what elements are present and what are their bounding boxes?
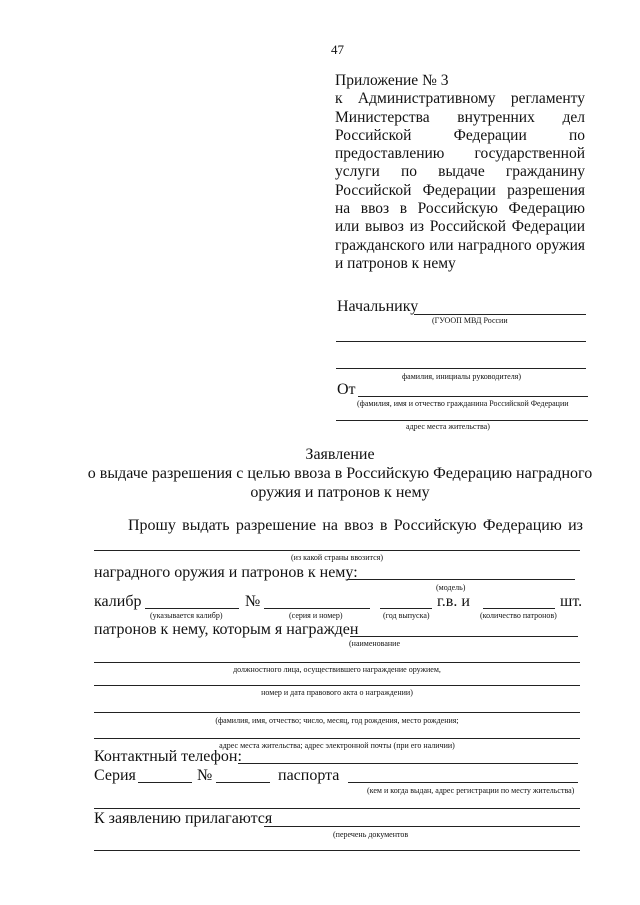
country-field-line[interactable]	[94, 550, 580, 551]
issued-field-line[interactable]	[348, 782, 578, 783]
passport-no-label: №	[197, 767, 213, 784]
serial-field-line[interactable]	[264, 608, 370, 609]
attached-label: К заявлению прилагаются	[94, 810, 273, 827]
award-name-field-line[interactable]	[350, 636, 578, 637]
series-label: Серия	[94, 767, 136, 784]
person-hint: (фамилия, имя, отчество; число, месяц, год рождения, место рождения;	[215, 716, 459, 725]
person-field-line[interactable]	[94, 712, 580, 713]
address-hint: адрес места жительства)	[406, 422, 490, 431]
contact-field-line[interactable]	[94, 738, 580, 739]
to-label: Начальнику	[337, 298, 419, 315]
head-hint: фамилия, инициалы руководителя)	[402, 372, 522, 381]
model-field-line[interactable]	[347, 579, 575, 580]
series-field-line[interactable]	[138, 782, 192, 783]
act-field-line[interactable]	[94, 685, 580, 686]
country-hint: (из какой страны ввозится)	[291, 553, 383, 562]
line-separator	[336, 341, 586, 342]
documents-extra-line[interactable]	[94, 850, 580, 851]
from-label: От	[337, 381, 356, 398]
appendix-block	[335, 72, 585, 273]
caliber-field-line[interactable]	[145, 608, 239, 609]
count-field-line[interactable]	[483, 608, 555, 609]
request-text: Прошу выдать разрешение на ввоз в Российскую Федерацию из	[128, 517, 583, 534]
docs-hint: (перечень документов	[333, 830, 409, 839]
official-hint: должностного лица, осуществившего награждение оружием,	[233, 665, 441, 674]
statement-subtitle-1: о выдаче разрешения с целью ввоза в Российскую Федерацию наградного	[87, 465, 593, 482]
passport-label: паспорта	[278, 767, 340, 784]
registration-field-line[interactable]	[94, 808, 580, 809]
name-hint: (наименование	[349, 639, 401, 648]
statement-subtitle-2: оружия и патронов к нему	[250, 484, 430, 501]
count-hint: (количество патронов)	[480, 611, 557, 620]
phone-field-line[interactable]	[238, 763, 578, 764]
caliber-hint: (указывается калибр)	[150, 611, 223, 620]
to-hint: (ГУООП МВД России	[432, 316, 508, 325]
from-field-line[interactable]	[358, 396, 588, 397]
page-number: 47	[331, 42, 344, 57]
phone-label: Контактный телефон:	[94, 748, 242, 765]
awarded-label: патронов к нему, которым я награжден	[94, 621, 359, 638]
caliber-label: калибр	[94, 593, 142, 610]
serial-hint: (серия и номер)	[289, 611, 343, 620]
from-hint: (фамилия, имя и отчество гражданина Российской Федерации	[357, 399, 569, 408]
pcs-label: шт.	[560, 593, 583, 610]
address-field-line[interactable]	[336, 420, 588, 421]
passport-no-field-line[interactable]	[216, 782, 270, 783]
appendix-body: к Административному регламенту Министерства внутренних дел Российской Федерации по предоставлению государственной услуги по выдаче гражданину Российской Федерации разрешения на ввоз в Российскую Федерацию или вывоз из Российской Федерации гражданского или наградного оружия и патронов к нему	[335, 90, 585, 272]
to-field-line[interactable]	[414, 314, 586, 315]
head-field-line[interactable]	[336, 368, 586, 369]
year-label: г.в. и	[437, 593, 470, 610]
official-field-line[interactable]	[94, 662, 580, 663]
year-field-line[interactable]	[380, 608, 432, 609]
weapon-label: наградного оружия и патронов к нему:	[94, 564, 358, 581]
appendix-title: Приложение № 3	[335, 72, 449, 89]
documents-field-line[interactable]	[264, 826, 580, 827]
issued-hint: (кем и когда выдан, адрес регистрации по месту жительства)	[367, 786, 575, 795]
contact-hint: адрес места жительства; адрес электронной почты (при его наличии)	[219, 741, 455, 750]
act-hint: номер и дата правового акта о награждении)	[261, 688, 413, 697]
no-label: №	[245, 593, 261, 610]
model-hint: (модель)	[436, 583, 466, 592]
year-hint: (год выпуска)	[383, 611, 430, 620]
statement-title: Заявление	[305, 446, 375, 463]
